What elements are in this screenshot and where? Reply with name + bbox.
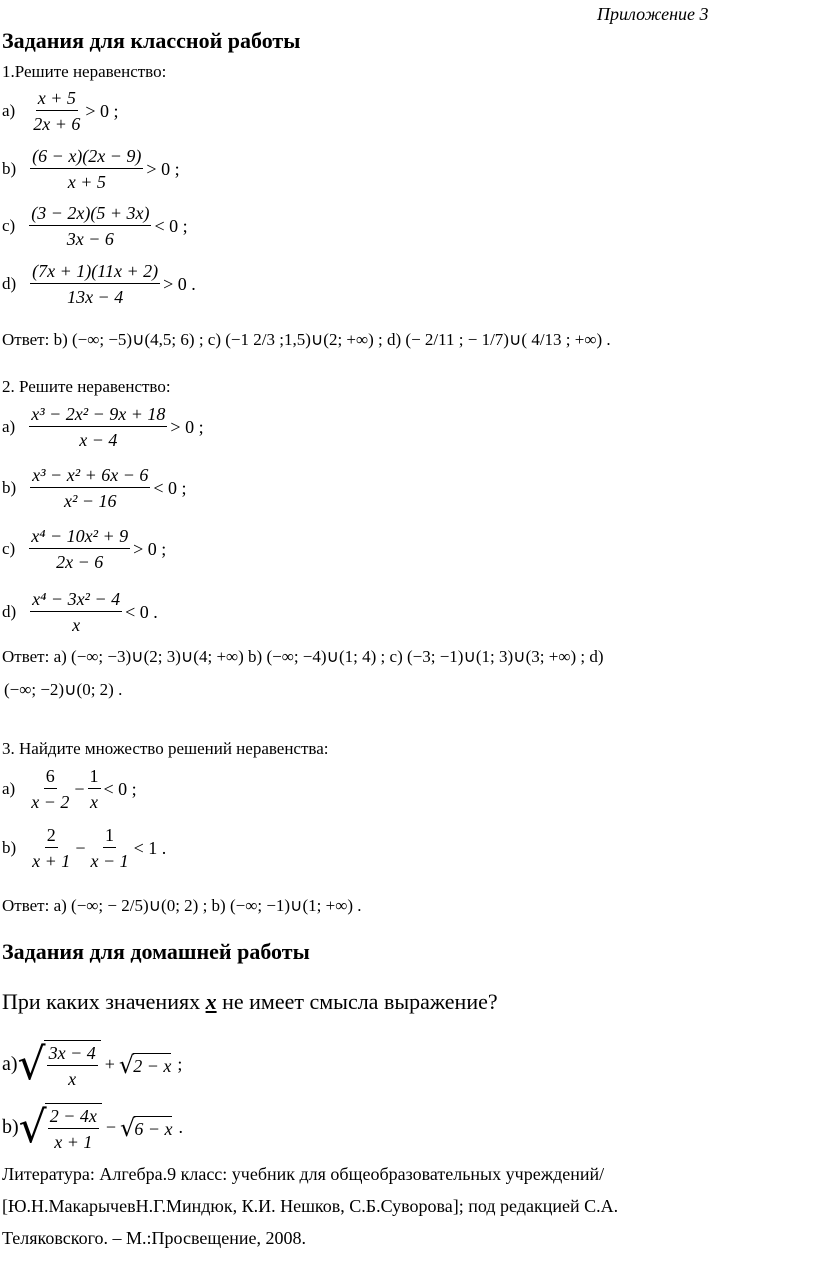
task1-item-d <box>2 261 196 307</box>
home-item-b <box>2 1103 183 1152</box>
fraction <box>31 88 82 134</box>
numerator: x³ − x² + 6x − 6 <box>30 465 150 488</box>
radicand: 2 − x <box>133 1053 171 1077</box>
square-root <box>19 1103 102 1152</box>
relation: > 0 ; <box>85 100 119 121</box>
task3-item-b <box>2 825 166 871</box>
relation: . <box>178 1117 183 1137</box>
fraction <box>29 526 130 572</box>
numerator: (6 − x)(2x − 9) <box>30 146 143 169</box>
relation: < 0 . <box>125 601 158 622</box>
numerator: x⁴ − 3x² − 4 <box>30 589 122 612</box>
class-work-title: Задания для классной работы <box>2 28 301 53</box>
fraction <box>47 1043 98 1089</box>
task2-item-a <box>2 404 204 450</box>
home-question <box>2 989 498 1015</box>
appendix-label: Приложение 3 <box>597 4 709 24</box>
numerator: 1 <box>103 825 116 848</box>
item-label: d) <box>2 274 17 293</box>
fraction <box>30 589 122 635</box>
task2-item-c <box>2 526 166 572</box>
task1-item-b <box>2 146 180 192</box>
numerator: x³ − 2x² − 9x + 18 <box>29 404 167 427</box>
relation: > 0 ; <box>146 158 180 179</box>
numerator: 2 <box>45 825 58 848</box>
square-root <box>118 1050 172 1079</box>
radical-sign-icon: √ <box>118 1050 135 1079</box>
denominator: x <box>72 615 81 635</box>
literature-line-1: Литература: Алгебра.9 класс: учебник для общеобразовательных учреждений/ <box>2 1164 605 1184</box>
operator: + <box>104 1054 115 1074</box>
numerator: (7x + 1)(11x + 2) <box>30 261 160 284</box>
denominator: x + 5 <box>67 172 106 192</box>
home-item-a <box>2 1040 182 1089</box>
relation: > 0 . <box>163 273 196 294</box>
denominator: 13x − 4 <box>67 287 124 307</box>
square-root <box>120 1113 173 1142</box>
item-label: a) <box>2 1053 18 1075</box>
item-label: d) <box>2 602 17 621</box>
radical-sign-icon: √ <box>17 1038 46 1090</box>
item-label: a) <box>2 779 16 798</box>
numerator: x⁴ − 10x² + 9 <box>29 526 130 549</box>
numerator: 3x − 4 <box>47 1043 98 1066</box>
task2-title: 2. Решите неравенство: <box>2 377 171 396</box>
denominator: 2x + 6 <box>33 114 81 134</box>
fraction <box>88 766 101 812</box>
item-label: a) <box>2 417 16 436</box>
denominator: x − 1 <box>90 851 129 871</box>
radicand: 6 − x <box>134 1116 172 1140</box>
relation: < 0 ; <box>154 215 188 236</box>
radicand <box>44 1040 101 1089</box>
question-text: не имеет смысла выражение? <box>216 989 498 1014</box>
item-label: b) <box>2 478 17 497</box>
fraction <box>30 825 72 871</box>
denominator: 3x − 6 <box>66 229 114 249</box>
task2-item-b <box>2 465 187 511</box>
task2-answer-line1: Ответ: a) (−∞; −3)∪(2; 3)∪(4; +∞) b) (−∞; −4)∪(1; 4) ; c) (−3; −1)∪(1; 3)∪(3; +∞) ; d) <box>2 647 604 666</box>
task3-answer: Ответ: a) (−∞; − 2/5)∪(0; 2) ; b) (−∞; −1)∪(1; +∞) . <box>2 896 362 915</box>
task1-answer: Ответ: b) (−∞; −5)∪(4,5; 6) ; c) (−1 2/3 ;1,5)∪(2; +∞) ; d) (− 2/11 ; − 1/7)∪( 4/13 ; +∞) . <box>2 330 611 349</box>
denominator: x + 1 <box>54 1132 93 1152</box>
denominator: 2x − 6 <box>56 552 104 572</box>
radical-sign-icon: √ <box>18 1101 47 1153</box>
task1-item-c <box>2 203 188 249</box>
task2-answer-line2: (−∞; −2)∪(0; 2) . <box>4 680 123 699</box>
numerator: 6 <box>44 766 57 789</box>
literature-line-2: [Ю.Н.МакарычевН.Г.Миндюк, К.И. Нешков, С.Б.Суворова]; под редакцией С.А. <box>2 1196 619 1216</box>
home-work-title: Задания для домашней работы <box>2 939 310 964</box>
square-root <box>18 1040 101 1089</box>
question-text: При каких значениях <box>2 989 206 1014</box>
numerator: 2 − 4x <box>48 1106 99 1129</box>
task3-title: 3. Найдите множество решений неравенства: <box>2 739 329 758</box>
fraction <box>29 404 167 450</box>
relation: < 0 ; <box>103 778 137 799</box>
operator: − <box>75 837 86 858</box>
task1-title: 1.Решите неравенство: <box>2 62 167 81</box>
operator: − <box>105 1117 117 1137</box>
item-label: b) <box>2 838 17 857</box>
numerator: 1 <box>88 766 101 789</box>
denominator: x <box>68 1069 77 1089</box>
task2-item-d <box>2 589 158 635</box>
denominator: x − 2 <box>31 792 70 812</box>
radicand <box>45 1103 102 1152</box>
operator: − <box>74 778 85 799</box>
literature-line-3: Теляковского. – М.:Просвещение, 2008. <box>2 1228 306 1248</box>
relation: < 1 . <box>133 837 167 858</box>
relation: > 0 ; <box>170 416 204 437</box>
relation: > 0 ; <box>133 538 167 559</box>
numerator: x + 5 <box>36 88 78 111</box>
denominator: x + 1 <box>32 851 71 871</box>
fraction <box>88 825 130 871</box>
item-label: b) <box>2 1116 19 1138</box>
item-label: c) <box>2 539 16 558</box>
question-variable: x <box>205 989 217 1014</box>
fraction <box>30 146 143 192</box>
fraction <box>29 766 71 812</box>
relation: ; <box>177 1054 183 1074</box>
numerator: (3 − 2x)(5 + 3x) <box>29 203 151 226</box>
fraction <box>29 203 151 249</box>
item-label: b) <box>2 159 17 178</box>
item-label: c) <box>2 216 16 235</box>
task1-item-a <box>2 88 119 134</box>
denominator: x <box>90 792 99 812</box>
fraction <box>48 1106 99 1152</box>
radical-sign-icon: √ <box>120 1113 136 1142</box>
relation: < 0 ; <box>153 477 187 498</box>
fraction <box>30 261 160 307</box>
fraction <box>30 465 150 511</box>
task3-item-a <box>2 766 137 812</box>
denominator: x − 4 <box>79 430 118 450</box>
item-label: a) <box>2 101 16 120</box>
denominator: x² − 16 <box>64 491 117 511</box>
